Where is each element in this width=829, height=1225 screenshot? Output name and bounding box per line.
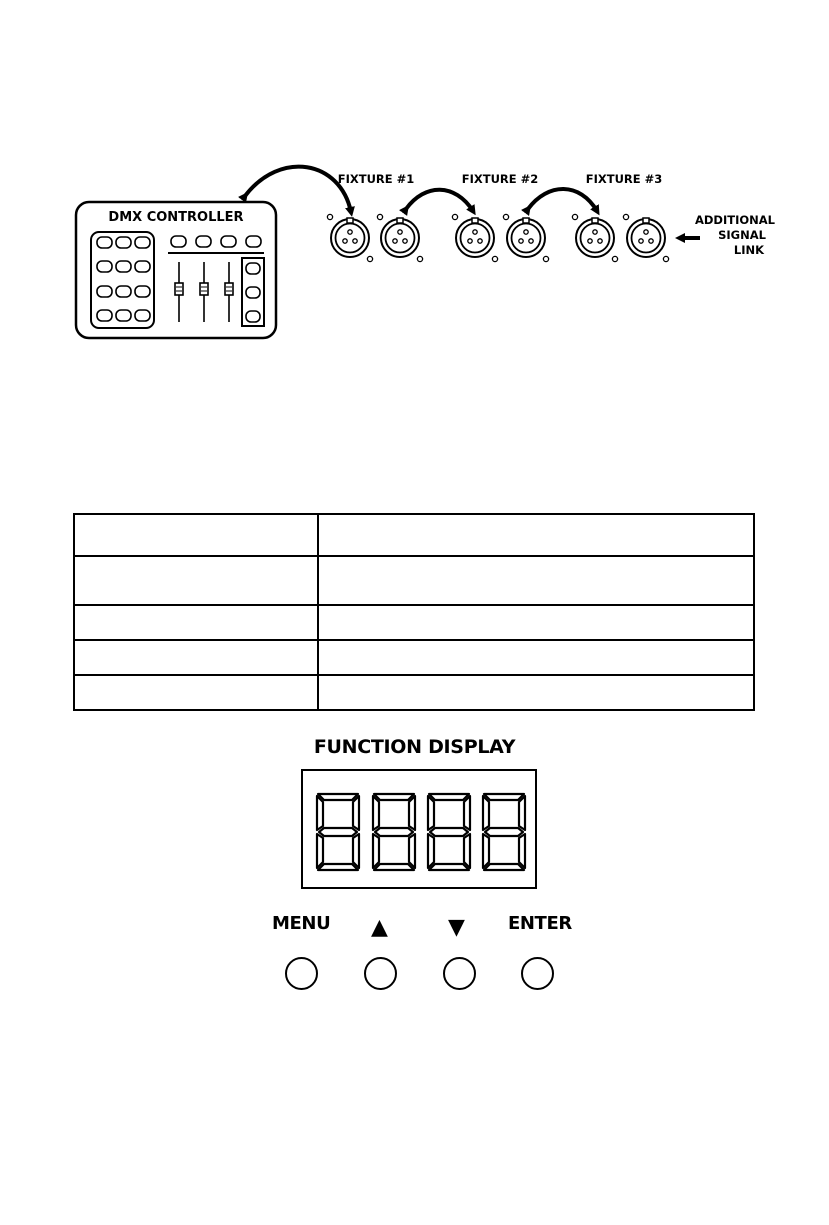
table-row	[75, 557, 753, 606]
table-cell	[75, 606, 319, 639]
additional-signal-link-line-1: ADDITIONAL	[694, 213, 776, 227]
table-cell	[319, 557, 753, 604]
down-arrow-icon: ▼	[448, 915, 465, 940]
table-row	[75, 676, 753, 709]
fixture-3-input-connector	[572, 214, 617, 261]
fixture-2-input-connector	[452, 214, 497, 261]
table-cell	[319, 676, 753, 709]
fixture-2-label: FIXTURE #2	[461, 172, 539, 186]
function-display	[301, 769, 537, 889]
menu-button[interactable]	[285, 957, 318, 990]
fixture-1-input-connector	[327, 214, 372, 261]
table-cell	[319, 606, 753, 639]
table-cell	[75, 641, 319, 674]
display-digit-3	[428, 794, 470, 870]
additional-signal-link-line-2: SIGNAL	[718, 228, 766, 242]
function-display-title: FUNCTION DISPLAY	[313, 736, 516, 758]
fixture-1-output-connector	[377, 214, 422, 261]
down-button[interactable]	[443, 957, 476, 990]
menu-label: MENU	[272, 913, 331, 934]
display-digit-4	[483, 794, 525, 870]
dmx-controller	[76, 202, 276, 338]
display-digit-1	[317, 794, 359, 870]
fixture-2-output-connector	[503, 214, 548, 261]
table-cell	[75, 557, 319, 604]
up-arrow-icon: ▲	[371, 915, 388, 940]
fixture-3-label: FIXTURE #3	[585, 172, 663, 186]
fixture-3-output-connector	[623, 214, 668, 261]
enter-label: ENTER	[508, 913, 572, 934]
table-row	[75, 641, 753, 676]
table-row	[75, 515, 753, 557]
display-digit-2	[373, 794, 415, 870]
table-cell	[75, 515, 319, 555]
link-arrow-1-2	[406, 190, 473, 211]
table-cell	[75, 676, 319, 709]
table-cell	[319, 515, 753, 555]
fixture-1-label: FIXTURE #1	[337, 172, 415, 186]
table-row	[75, 606, 753, 641]
dmx-controller-label: DMX CONTROLLER	[108, 210, 244, 225]
enter-button[interactable]	[521, 957, 554, 990]
table-cell	[319, 641, 753, 674]
additional-signal-link-line-3: LINK	[733, 243, 765, 257]
dmx-wiring-diagram	[0, 150, 829, 350]
up-button[interactable]	[364, 957, 397, 990]
link-arrow-2-3	[528, 189, 597, 211]
settings-table	[73, 513, 755, 711]
